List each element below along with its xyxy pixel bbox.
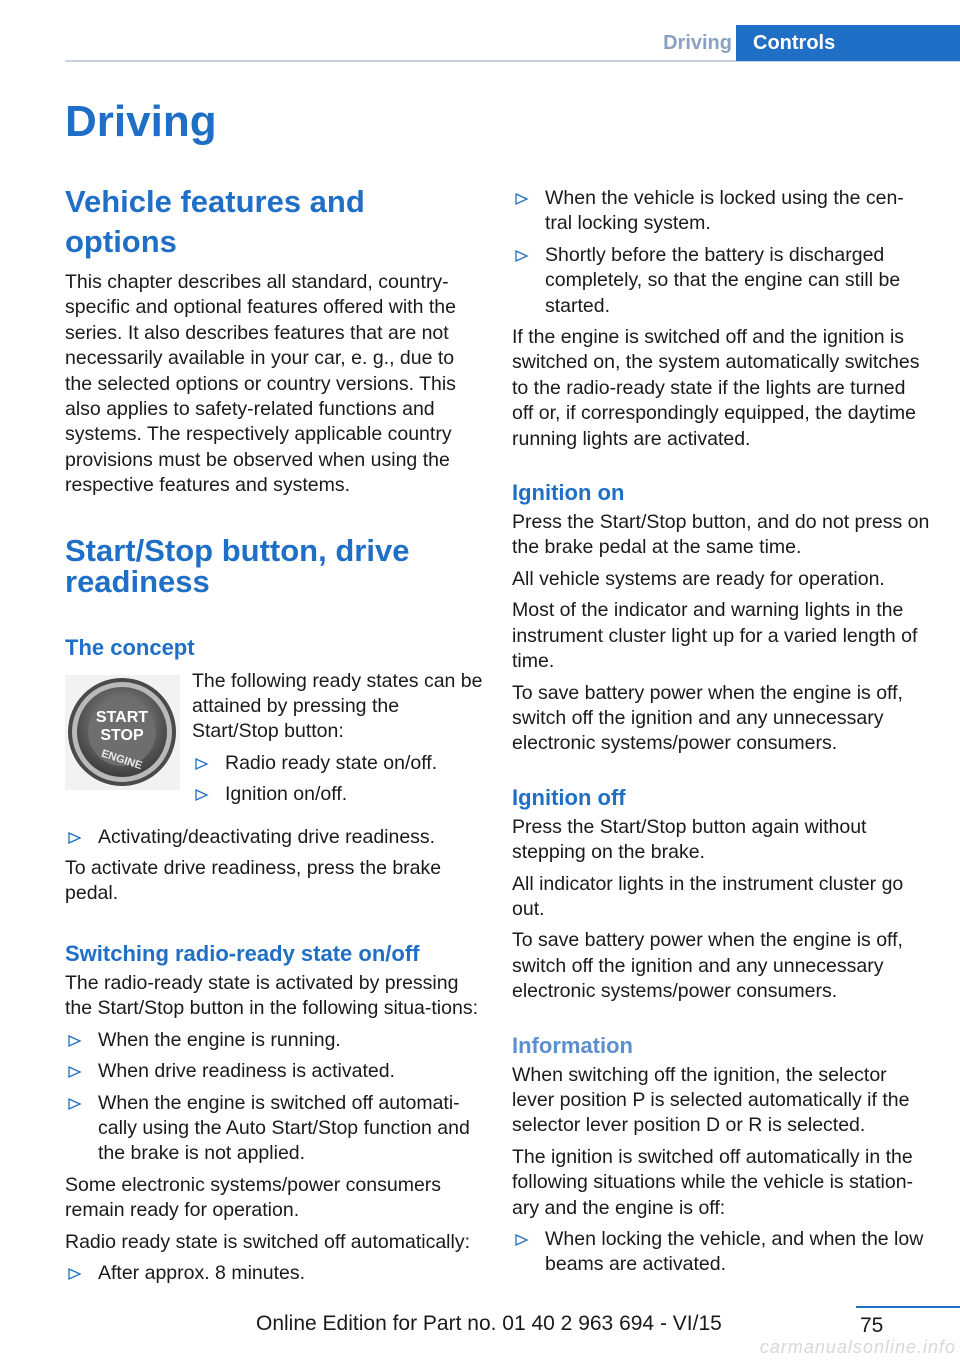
ignition-off-text-3: To save battery power when the engine is off, switch off the ignition and any unnecessary electronic systems/power consumers. <box>512 929 903 1003</box>
start-stop-button-image <box>65 675 180 790</box>
list-item: After approx. 8 minutes. <box>65 1261 485 1286</box>
bullet-triangle-icon <box>68 1261 82 1286</box>
radio-ready-list <box>65 1028 485 1167</box>
bullet-triangle-icon <box>195 782 209 807</box>
ignition-off-text-2: All indicator lights in the instrument cluster go out. <box>512 872 904 920</box>
edition-text: Online Edition for Part no. 01 40 2 963 694 - VI/15 <box>256 1312 722 1335</box>
list-item: Ignition on/off. <box>192 782 485 807</box>
concept-list-outer <box>65 825 485 850</box>
header-section-label: Driving <box>663 32 732 54</box>
bullet-triangle-icon <box>68 825 82 850</box>
concept-text <box>192 669 485 808</box>
ignition-off-heading: Ignition off <box>512 784 626 810</box>
concept-block <box>65 669 485 825</box>
information-heading: Information <box>512 1032 633 1058</box>
radio-ready-text-1: Some electronic systems/power consumers remain ready for operation. <box>65 1173 442 1222</box>
button-start-label: START <box>95 708 149 726</box>
ignition-on-heading: Ignition on <box>512 480 625 506</box>
ignition-on-text-3: Most of the indicator and warning lights in the instrument cluster light up for a varied length of time. <box>512 599 918 673</box>
ignition-off-text-1: Press the Start/Stop button again without stepping on the brake. <box>512 815 867 864</box>
concept-list-inner <box>192 751 485 808</box>
list-item: When the engine is switched off automati-cally using the Auto Start/Stop function and the brake is not applied. <box>65 1091 485 1167</box>
ignition-on-text-4: To save battery power when the engine is off, switch off the ignition and any unnecessary electronic systems/power consumers. <box>512 681 903 755</box>
bullet-triangle-icon <box>515 186 529 211</box>
bullet-triangle-icon <box>68 1091 82 1116</box>
vehicle-features-text: This chapter describes all standard, country-specific and optional features offered with the series. It also describes features that are not necessarily available in your car, e. g., due to the selected options or country versions. This also applies to safety-related functions and systems. The respectively applicable country provisions must be observed when using the respective features and systems. <box>65 271 456 497</box>
information-text-1: When switching off the ignition, the selector lever position P is selected automatically if the selector lever position D or R is selected. <box>512 1063 910 1137</box>
list-item: Radio ready state on/off. <box>192 751 485 776</box>
footer-rule <box>856 1306 960 1308</box>
left-column <box>65 182 485 1286</box>
list-item: When drive readiness is activated. <box>65 1059 485 1084</box>
right-column <box>512 186 930 1278</box>
page-number: 75 <box>860 1314 884 1337</box>
radio-ready-heading: Switching radio-ready state on/off <box>65 940 420 966</box>
ignition-on-text-2: All vehicle systems are ready for operation. <box>512 567 885 590</box>
page-title: Driving <box>65 97 217 146</box>
radio-ready-ignition-text: If the engine is switched off and the ignition is switched on, the system automatically switches to the radio-ready state if the lights are turned off or, if correspondingly equipped, the daytime running lights are activated. <box>512 326 920 450</box>
concept-heading: The concept <box>65 634 195 660</box>
concept-after-text: To activate drive readiness, press the brake pedal. <box>65 857 442 905</box>
list-item: When the engine is running. <box>65 1028 485 1053</box>
information-list <box>512 1227 930 1278</box>
watermark: carmanualsonline.info <box>759 1337 956 1357</box>
button-stop-label: STOP <box>100 726 144 744</box>
bullet-triangle-icon <box>195 751 209 776</box>
radio-ready-list-2 <box>65 1261 485 1286</box>
list-item: When the vehicle is locked using the cen-tral locking system. <box>512 186 930 237</box>
list-item: Shortly before the battery is discharged completely, so that the engine can still be started. <box>512 243 930 319</box>
list-item: When locking the vehicle, and when the low beams are activated. <box>512 1227 930 1278</box>
concept-intro: The following ready states can be attained by pressing the Start/Stop button: <box>192 669 483 743</box>
right-top-list <box>512 186 930 319</box>
information-text-2: The ignition is switched off automatically in the following situations while the vehicle is station-ary and the engine is off: <box>512 1145 914 1219</box>
radio-ready-intro: The radio-ready state is activated by pressing the Start/Stop button in the following situa-tions: <box>65 971 478 1020</box>
radio-ready-text-2: Radio ready state is switched off automatically: <box>65 1230 471 1253</box>
header-chapter-tab: Controls <box>736 25 960 61</box>
start-stop-button-icon <box>65 675 180 790</box>
startstop-heading: Start/Stop button, drive readiness <box>65 532 410 599</box>
ignition-on-text-1: Press the Start/Stop button, and do not press on the brake pedal at the same time. <box>512 511 930 559</box>
bullet-triangle-icon <box>68 1028 82 1053</box>
bullet-triangle-icon <box>515 1227 529 1252</box>
bullet-triangle-icon <box>68 1059 82 1084</box>
button-engine-label: ENGINE <box>99 747 144 772</box>
vehicle-features-heading: Vehicle features and options <box>65 184 365 259</box>
list-item: Activating/deactivating drive readiness. <box>65 825 485 850</box>
bullet-triangle-icon <box>515 243 529 268</box>
